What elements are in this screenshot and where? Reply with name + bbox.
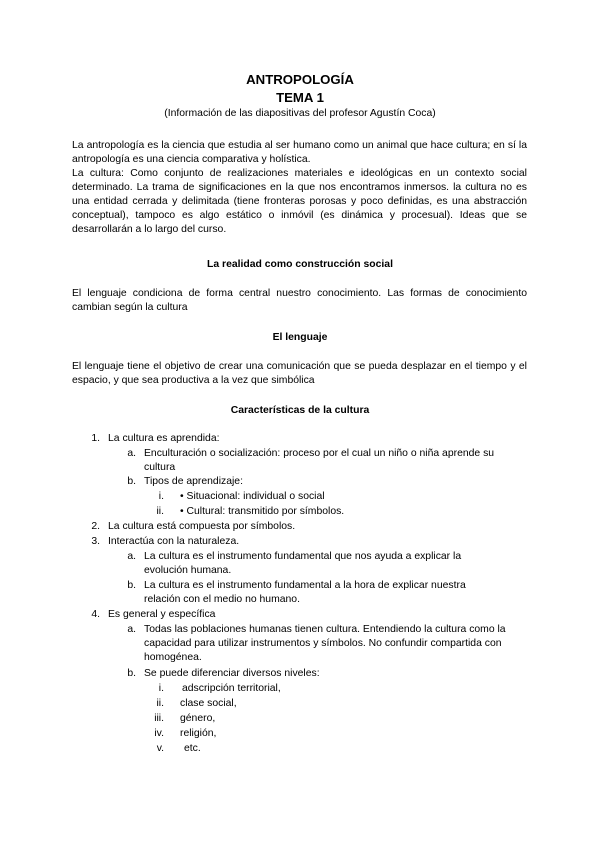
subsublist-label: ii. bbox=[156, 698, 164, 709]
subsublist-label: i. bbox=[158, 491, 164, 502]
sublist-item-text: Se puede diferenciar diversos niveles: bbox=[144, 668, 320, 679]
sublist-label: a. bbox=[127, 551, 136, 562]
heading-realidad: La realidad como construcción social bbox=[207, 259, 393, 270]
document-source-note: (Información de las diapositivas del profesor Agustín Coca) bbox=[164, 108, 436, 119]
subsublist-item-text: religión, bbox=[180, 728, 217, 739]
subsublist-label: i. bbox=[158, 683, 164, 694]
sublist-item-text-content: La cultura es el instrumento fundamental que nos ayuda a explicar la evolución humana. bbox=[144, 551, 462, 576]
sublist-item-text: Tipos de aprendizaje: bbox=[144, 476, 243, 487]
document-title: ANTROPOLOGÍA bbox=[246, 72, 354, 87]
intro-p2-text: La cultura: Como conjunto de realizaciones materiales e ideológicas en un contexto social determinado. La trama de significaciones en la que nos encontramos inmersos. la cultura no es una entidad cerrada y delimitada (tiene fronteras porosas y poco definidas, es una abstracción conceptual), tampoco es algo estático o inmóvil (es dinámica y procesual). Ideas que se desarrollarán a lo largo del curso. bbox=[72, 168, 527, 235]
subsublist-item-text: clase social, bbox=[180, 698, 237, 709]
sublist-label: b. bbox=[127, 476, 136, 487]
subsublist-label: v. bbox=[156, 743, 164, 754]
subsublist-item-text: adscripción territorial, bbox=[182, 683, 281, 694]
list-item-text: Interactúa con la naturaleza. bbox=[108, 536, 240, 547]
sublist-item-text bbox=[144, 447, 528, 475]
lenguaje-paragraph bbox=[72, 360, 527, 388]
subsublist-item-text: género, bbox=[180, 713, 216, 724]
sublist-item-text bbox=[144, 579, 484, 607]
sublist-item-text-content: Todas las poblaciones humanas tienen cultura. Entendiendo la cultura como la capacidad para utilizar instrumentos y símbolos. No confundir compartida con homogénea. bbox=[144, 624, 506, 663]
subsublist-item-text: • Situacional: individual o social bbox=[180, 491, 325, 502]
heading-lenguaje: El lenguaje bbox=[272, 332, 328, 343]
heading-caracteristicas: Características de la cultura bbox=[230, 405, 370, 416]
sublist-label: b. bbox=[127, 668, 136, 679]
sublist-label: b. bbox=[127, 580, 136, 591]
list-item-text: La cultura está compuesta por símbolos. bbox=[108, 521, 296, 532]
intro-paragraph-2 bbox=[72, 167, 527, 237]
sublist-item-text-content: La cultura es el instrumento fundamental a la hora de explicar nuestra relación con el medio no humano. bbox=[144, 580, 466, 605]
intro-p1-text: La antropología es la ciencia que estudia al ser humano como un animal que hace cultura; en sí la antropología es una ciencia comparativa y holística. bbox=[72, 140, 527, 165]
sublist-item-text bbox=[144, 550, 484, 578]
lenguaje-text: El lenguaje tiene el objetivo de crear una comunicación que se pueda desplazar en el tiempo y el espacio, y que sea productiva a la vez que simbólica bbox=[72, 361, 527, 386]
list-number: 4. bbox=[91, 609, 100, 620]
sublist-label: a. bbox=[127, 448, 136, 459]
subsublist-item-text: • Cultural: transmitido por símbolos. bbox=[180, 506, 345, 517]
sublist-item-text bbox=[144, 623, 530, 665]
subsublist-label: iii. bbox=[154, 713, 164, 724]
list-item-text: Es general y específica bbox=[108, 609, 216, 620]
list-number: 1. bbox=[91, 433, 100, 444]
sublist-label: a. bbox=[127, 624, 136, 635]
list-item-text: La cultura es aprendida: bbox=[108, 433, 220, 444]
realidad-paragraph bbox=[72, 287, 527, 315]
sublist-item-text-content: Enculturación o socialización: proceso por el cual un niño o niña aprende su cultura bbox=[144, 448, 495, 473]
subsublist-label: iv. bbox=[154, 728, 164, 739]
intro-paragraph-1 bbox=[72, 139, 527, 167]
realidad-text: El lenguaje condiciona de forma central nuestro conocimiento. Las formas de conocimiento cambian según la cultura bbox=[72, 288, 527, 313]
list-number: 2. bbox=[91, 521, 100, 532]
subsublist-label: ii. bbox=[156, 506, 164, 517]
document-subtitle: TEMA 1 bbox=[276, 90, 324, 105]
subsublist-item-text: etc. bbox=[184, 743, 201, 754]
list-number: 3. bbox=[91, 536, 100, 547]
